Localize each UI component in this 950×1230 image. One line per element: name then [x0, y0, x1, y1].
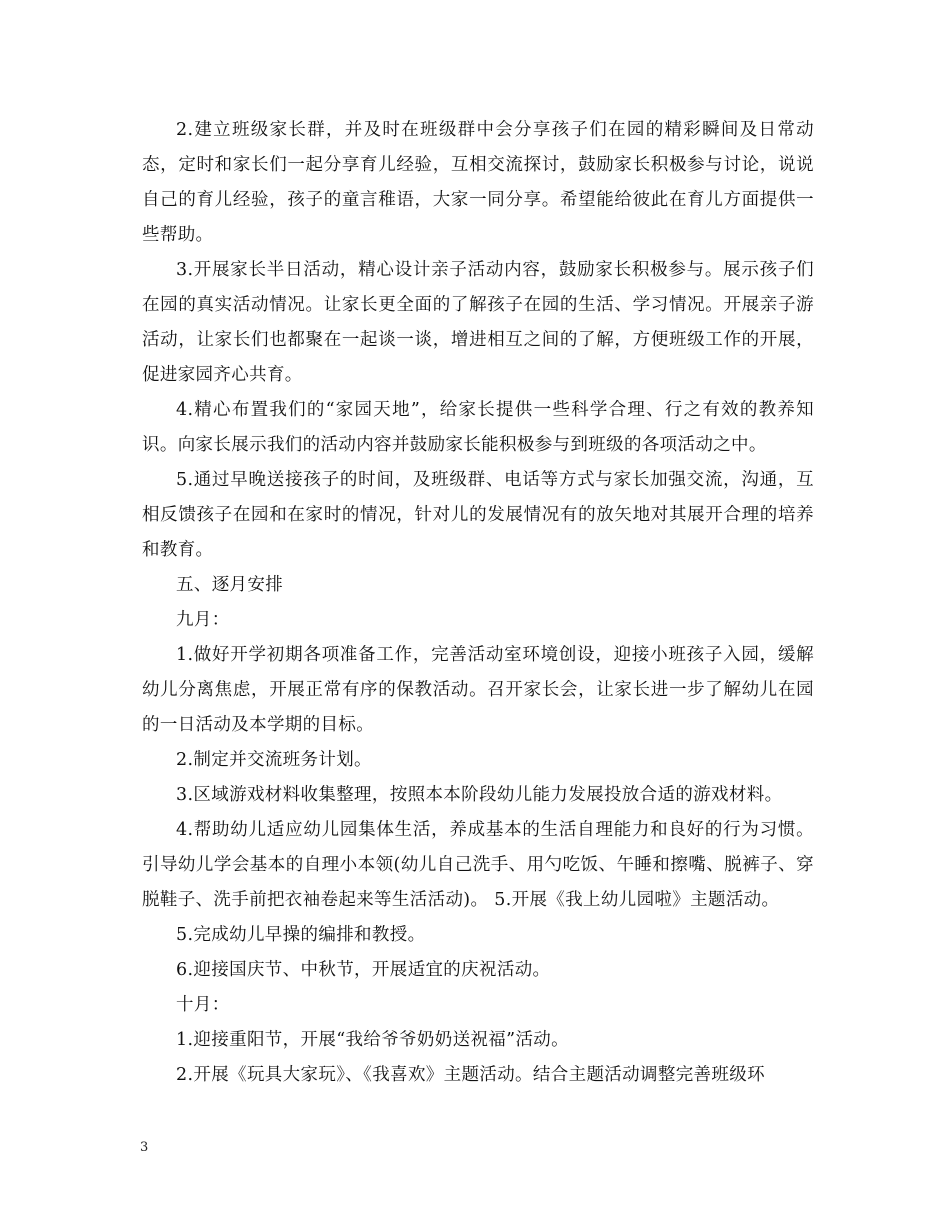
paragraph: 4.帮助幼儿适应幼儿园集体生活，养成基本的生活自理能力和良好的行为习惯。引导幼儿学会基本的自理小本领(幼儿自己洗手、用勺吃饭、午睡和擦嘴、脱裤子、穿脱鞋子、洗手前把衣袖卷起来等生活活动)。 5.开展《我上幼儿园啦》主题活动。 [142, 820, 814, 910]
paragraph: 3.开展家长半日活动，精心设计亲子活动内容，鼓励家长积极参与。展示孩子们在园的真实活动情况。让家长更全面的了解孩子在园的生活、学习情况。开展亲子游活动，让家长们也都聚在一起谈一谈，增进相互之间的了解，方便班级工作的开展，促进家园齐心共育。 [142, 260, 814, 385]
paragraph: 6.迎接国庆节、中秋节，开展适宜的庆祝活动。 [176, 960, 551, 980]
month-heading: 九月： [176, 610, 230, 630]
paragraph: 2.开展《玩具大家玩》、《我喜欢》主题活动。结合主题活动调整完善班级环 [176, 1065, 765, 1085]
paragraph: 1.做好开学初期各项准备工作，完善活动室环境创设，迎接小班孩子入园，缓解幼儿分离焦虑，开展正常有序的保教活动。召开家长会，让家长进一步了解幼儿在园的一日活动及本学期的目标。 [142, 645, 814, 735]
paragraph: 5.通过早晚送接孩子的时间，及班级群、电话等方式与家长加强交流，沟通，互相反馈孩子在园和在家时的情况，针对儿的发展情况有的放矢地对其展开合理的培养和教育。 [142, 470, 814, 560]
paragraph: 5.完成幼儿早操的编排和教授。 [176, 925, 426, 945]
paragraph: 2.建立班级家长群，并及时在班级群中会分享孩子们在园的精彩瞬间及日常动态，定时和家长们一起分享育儿经验，互相交流探讨，鼓励家长积极参与讨论，说说自己的育儿经验，孩子的童言稚语，大家一同分享。希望能给彼此在育儿方面提供一些帮助。 [142, 120, 814, 245]
page-number: 3 [140, 1140, 149, 1155]
paragraph: 4.精心布置我们的“家园天地”，给家长提供一些科学合理、行之有效的教养知识。向家长展示我们的活动内容并鼓励家长能积极参与到班级的各项活动之中。 [142, 400, 814, 455]
paragraph: 2.制定并交流班务计划。 [176, 750, 372, 770]
paragraph: 3.区域游戏材料收集整理，按照本本阶段幼儿能力发展投放合适的游戏材料。 [176, 785, 783, 805]
document-body [142, 113, 814, 1093]
month-heading: 十月： [176, 995, 230, 1015]
paragraph: 1.迎接重阳节，开展“我给爷爷奶奶送祝福”活动。 [176, 1030, 569, 1050]
section-heading: 五、逐月安排 [176, 575, 284, 595]
